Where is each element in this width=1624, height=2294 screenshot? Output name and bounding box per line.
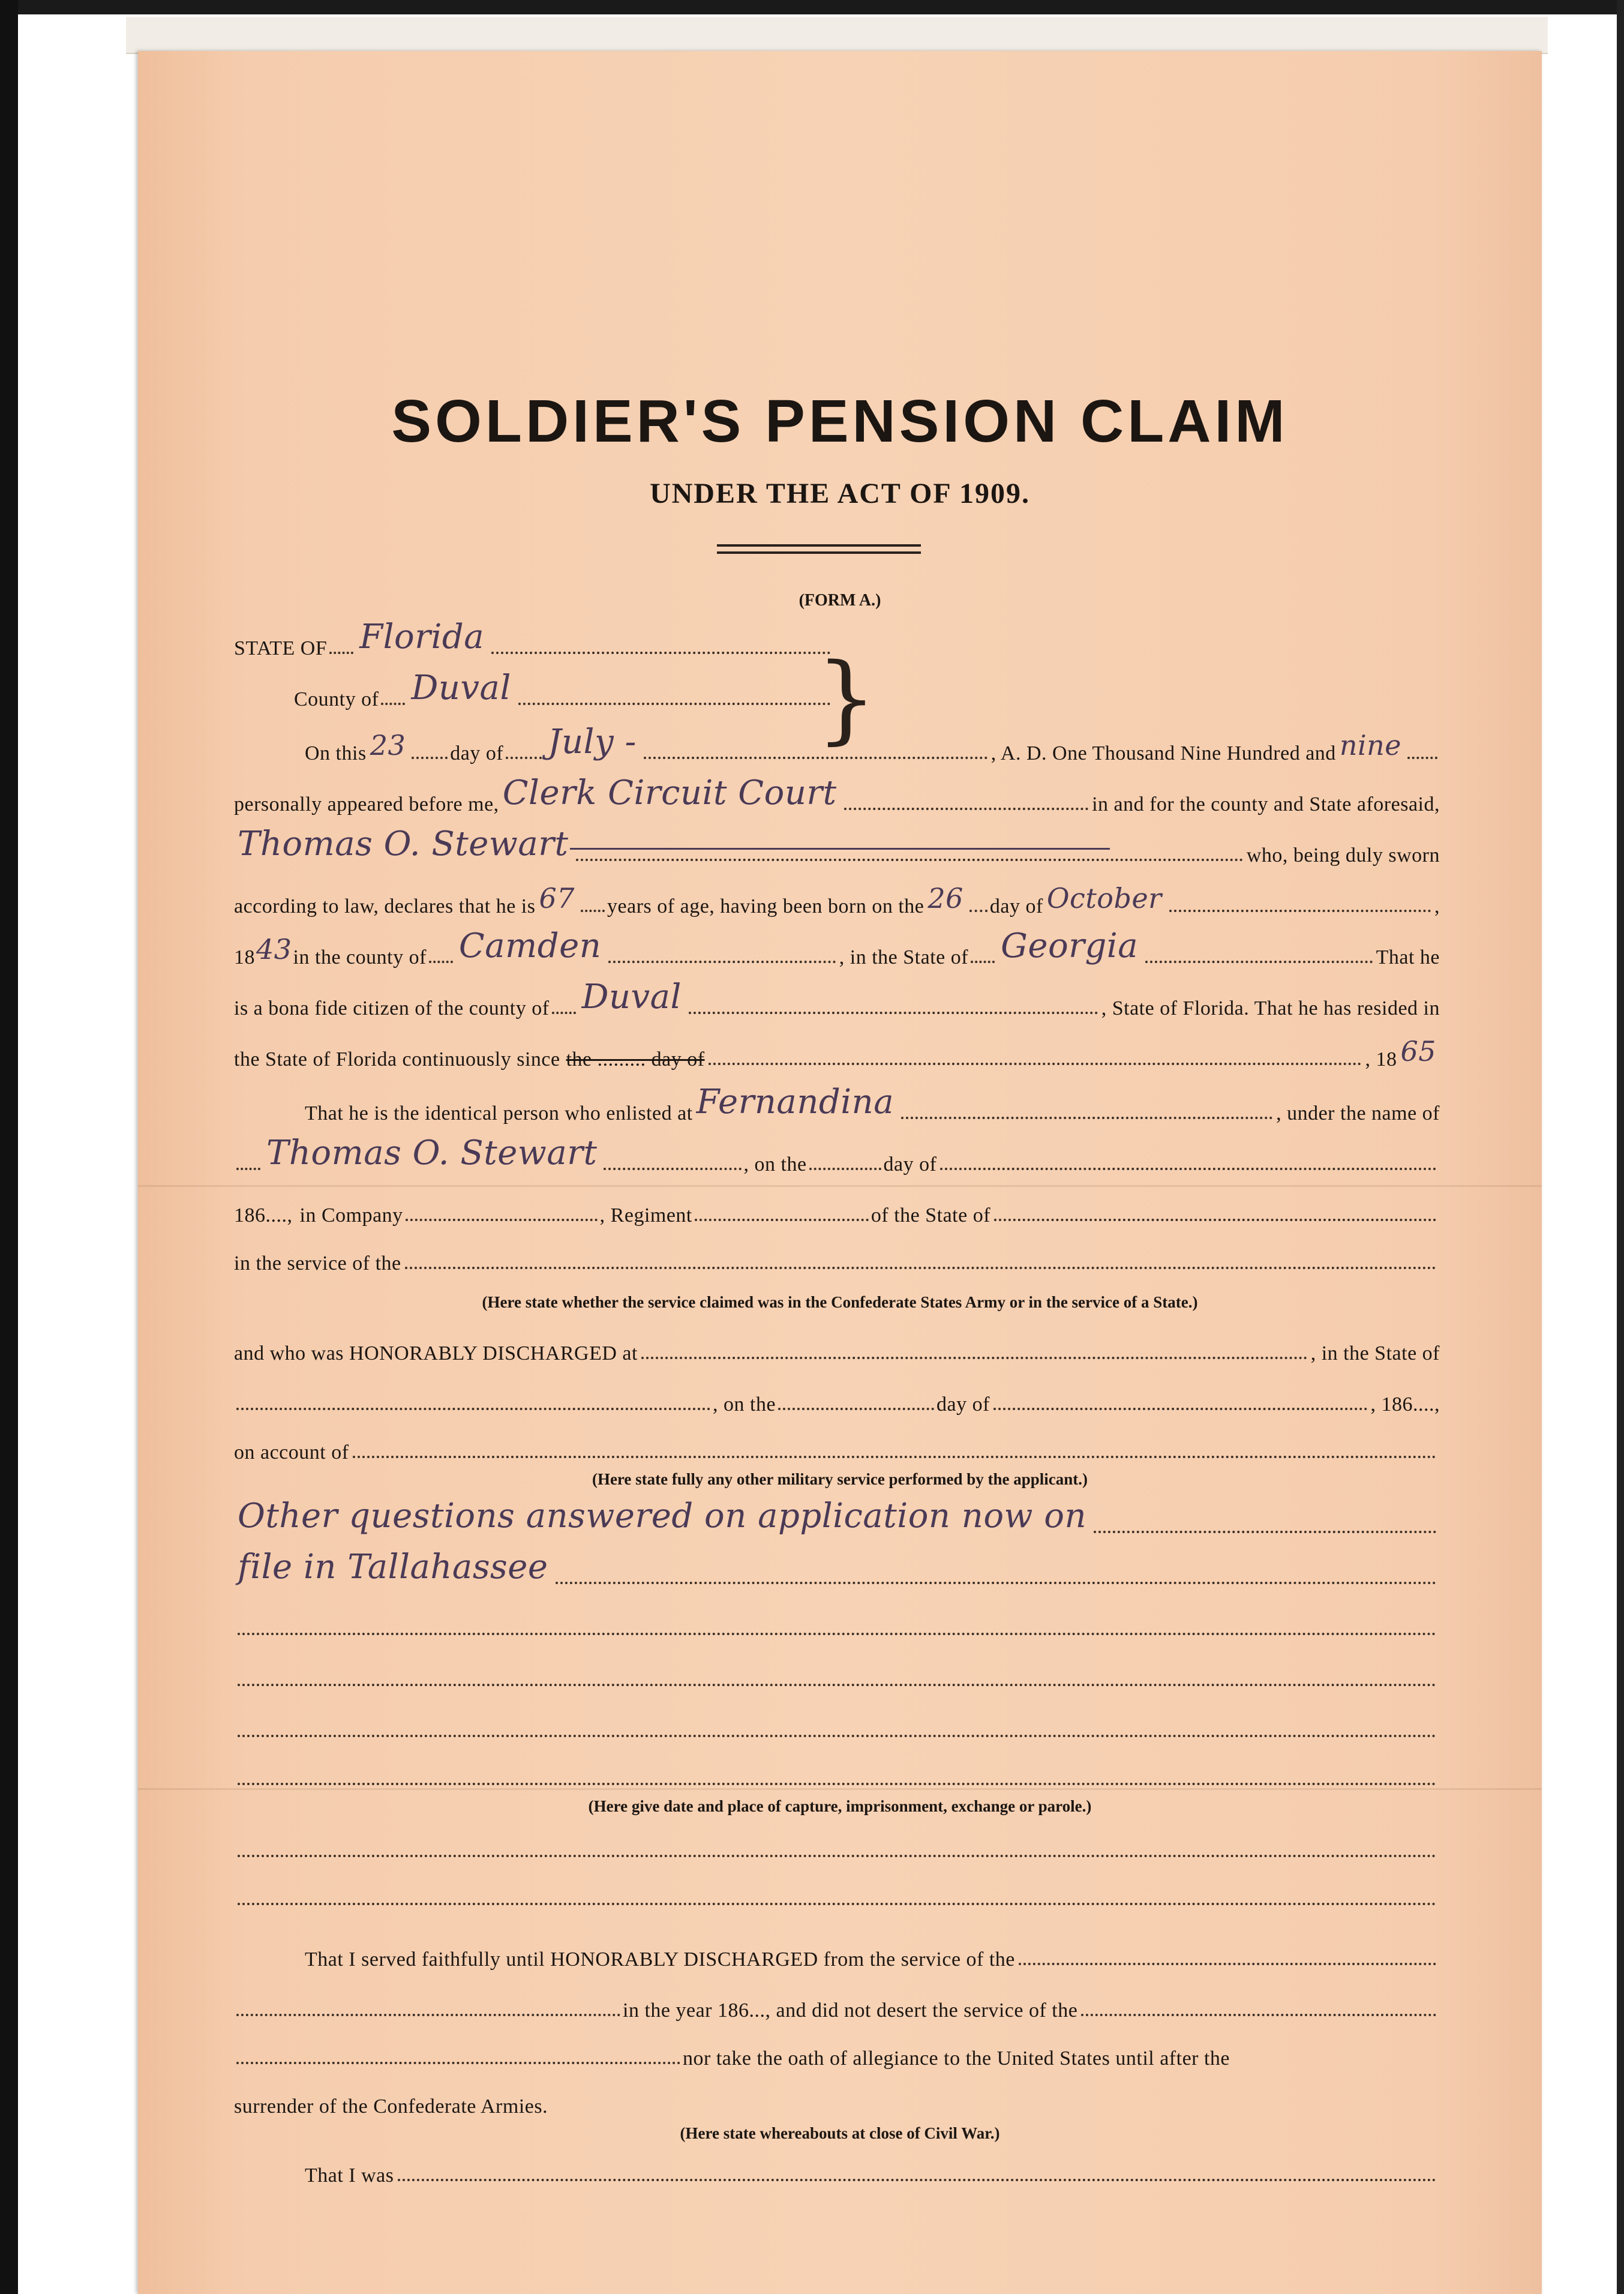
surrender-text: surrender of the Confederate Armies.	[234, 2095, 548, 2118]
struck-text: the ......... day of	[566, 1048, 705, 1070]
date-line	[234, 722, 1440, 765]
last-line-prefix: That I was	[305, 2164, 394, 2187]
enlist-name-value[interactable]: Thomas O. Stewart	[266, 1133, 598, 1173]
service-note: (Here state whether the service claimed was in the Confederate States Army or in the service of a State.)	[482, 1293, 1198, 1311]
citizen-suffix: , State of Florida. That he has resided in	[1101, 997, 1440, 1019]
surrender-note: (Here state whereabouts at close of Civil War.)	[680, 2124, 1000, 2142]
county-fill-line[interactable]	[518, 703, 830, 705]
handwritten-note-2[interactable]: file in Tallahassee	[238, 1548, 548, 1587]
blank-line	[234, 1605, 1440, 1641]
county-label: County of	[294, 688, 379, 710]
discharge-day-of: day of	[936, 1393, 990, 1416]
appeared-suffix: in and for the county and State aforesaid,	[1092, 793, 1440, 815]
service-line	[234, 1239, 1440, 1275]
enlist-day-of-label: day of	[883, 1153, 937, 1176]
birth-month-value[interactable]: October	[1046, 882, 1162, 914]
birth-state-label: , in the State of	[839, 946, 969, 968]
day-of-label: day of	[450, 742, 504, 764]
enlist-suffix: , under the name of	[1276, 1102, 1440, 1124]
appeared-line	[234, 773, 1440, 816]
enlist-name-line	[234, 1133, 1440, 1176]
residence-prefix: the State of Florida continuously since	[234, 1048, 560, 1070]
state-value[interactable]: Florida	[359, 617, 485, 656]
blank-line	[234, 1875, 1440, 1911]
account-prefix: on account of	[234, 1441, 349, 1464]
year-value[interactable]: nine	[1339, 729, 1401, 761]
discharge-on-the: , on the	[713, 1393, 776, 1416]
state-line	[234, 617, 834, 660]
age-value[interactable]: 67	[539, 882, 575, 914]
served-line	[234, 1935, 1440, 1971]
title-rule	[717, 544, 921, 547]
scanner-frame-right	[1617, 0, 1624, 2294]
year-line-text: in the year 186..., and did not desert the service of the	[623, 1999, 1078, 2022]
enlist-place-value[interactable]: Fernandina	[696, 1082, 894, 1121]
discharge-date-line	[234, 1380, 1440, 1416]
enlist-on-the-label: , on the	[743, 1153, 807, 1176]
county-value[interactable]: Duval	[411, 668, 511, 707]
account-note: (Here state fully any other military service performed by the applicant.)	[592, 1470, 1088, 1488]
birth-day-of-label: day of	[989, 895, 1043, 917]
birth-year-value[interactable]: 43	[256, 933, 292, 965]
citizen-county-value[interactable]: Duval	[581, 977, 682, 1016]
form-label: (FORM A.)	[799, 591, 881, 610]
account-line	[234, 1428, 1440, 1464]
served-prefix: That I served faithfully until HONORABLY DISCHARGED from the service of the	[305, 1948, 1015, 1971]
handwritten-underline	[570, 848, 1110, 850]
officer-value[interactable]: Clerk Circuit Court	[502, 773, 837, 812]
venue-brace: }	[816, 642, 877, 754]
regiment-label: , Regiment	[599, 1204, 692, 1227]
residence-line	[234, 1035, 1440, 1071]
oath-line	[234, 2034, 1440, 2070]
date-line-label: On this	[305, 742, 367, 764]
discharge-prefix: and who was HONORABLY DISCHARGED at	[234, 1342, 638, 1365]
scanner-frame-top	[0, 0, 1624, 14]
birth-year-prefix: 18	[234, 946, 255, 968]
company-state-label: of the State of	[870, 1204, 991, 1227]
blank-line	[234, 1707, 1440, 1743]
age-line: according to law, declares that he is 67 years of age, having been born on the 26 day of October ,	[234, 882, 1440, 917]
fold-crease	[138, 1185, 1542, 1187]
title-rule	[717, 551, 921, 554]
birth-day-value[interactable]: 26	[927, 882, 963, 914]
company-year: 186....,	[234, 1204, 293, 1227]
state-label: STATE OF	[234, 637, 328, 659]
scanner-frame-left	[0, 0, 18, 2294]
handwritten-line-1	[234, 1497, 1440, 1539]
pension-form-page	[138, 51, 1542, 2294]
surrender-line	[234, 2082, 1440, 2118]
underlying-page-strip	[126, 17, 1548, 54]
residence-year-prefix: , 18	[1365, 1048, 1397, 1070]
county-line	[294, 668, 834, 711]
residence-year-value[interactable]: 65	[1400, 1035, 1436, 1067]
blank-line	[234, 1827, 1440, 1863]
handwritten-note-1[interactable]: Other questions answered on application now on	[238, 1497, 1087, 1536]
birth-line	[234, 926, 1440, 969]
citizen-line	[234, 977, 1440, 1020]
claimant-line	[234, 824, 1440, 867]
age-prefix: according to law, declares that he is	[234, 895, 536, 917]
years-text: years of age, having been born on the	[607, 895, 924, 917]
birth-suffix: That he	[1376, 946, 1440, 968]
enlist-prefix: That he is the identical person who enlisted at	[305, 1102, 693, 1124]
form-subtitle: UNDER THE ACT OF 1909.	[650, 478, 1030, 509]
oath-line-text: nor take the oath of allegiance to the United States until after the	[683, 2047, 1230, 2070]
ad-text: , A. D. One Thousand Nine Hundred and	[990, 742, 1336, 764]
blank-line	[234, 1656, 1440, 1692]
service-prefix: in the service of the	[234, 1252, 401, 1275]
enlist-line	[234, 1082, 1440, 1125]
month-value[interactable]: July -	[548, 722, 637, 761]
claimant-suffix: who, being duly sworn	[1246, 844, 1440, 866]
claimant-name-value[interactable]: Thomas O. Stewart	[238, 824, 569, 863]
company-label: in Company	[299, 1204, 403, 1227]
last-line	[234, 2151, 1440, 2187]
year-line	[234, 1986, 1440, 2022]
blank-line	[234, 1755, 1440, 1791]
birth-state-value[interactable]: Georgia	[1001, 926, 1139, 965]
birth-county-label: in the county of	[293, 946, 427, 968]
discharge-year: , 186....,	[1370, 1393, 1440, 1416]
capture-note: (Here give date and place of capture, imprisonment, exchange or parole.)	[588, 1797, 1092, 1815]
company-line	[234, 1191, 1440, 1227]
birth-county-value[interactable]: Camden	[458, 926, 602, 965]
state-fill-line[interactable]	[491, 652, 830, 654]
day-value[interactable]: 23	[370, 729, 406, 761]
discharge-suffix: , in the State of	[1310, 1342, 1440, 1365]
citizen-prefix: is a bona fide citizen of the county of	[234, 997, 550, 1019]
discharge-line	[234, 1329, 1440, 1365]
appeared-prefix: personally appeared before me,	[234, 793, 499, 815]
form-title: SOLDIER'S PENSION CLAIM	[391, 388, 1289, 455]
handwritten-line-2	[234, 1548, 1440, 1590]
